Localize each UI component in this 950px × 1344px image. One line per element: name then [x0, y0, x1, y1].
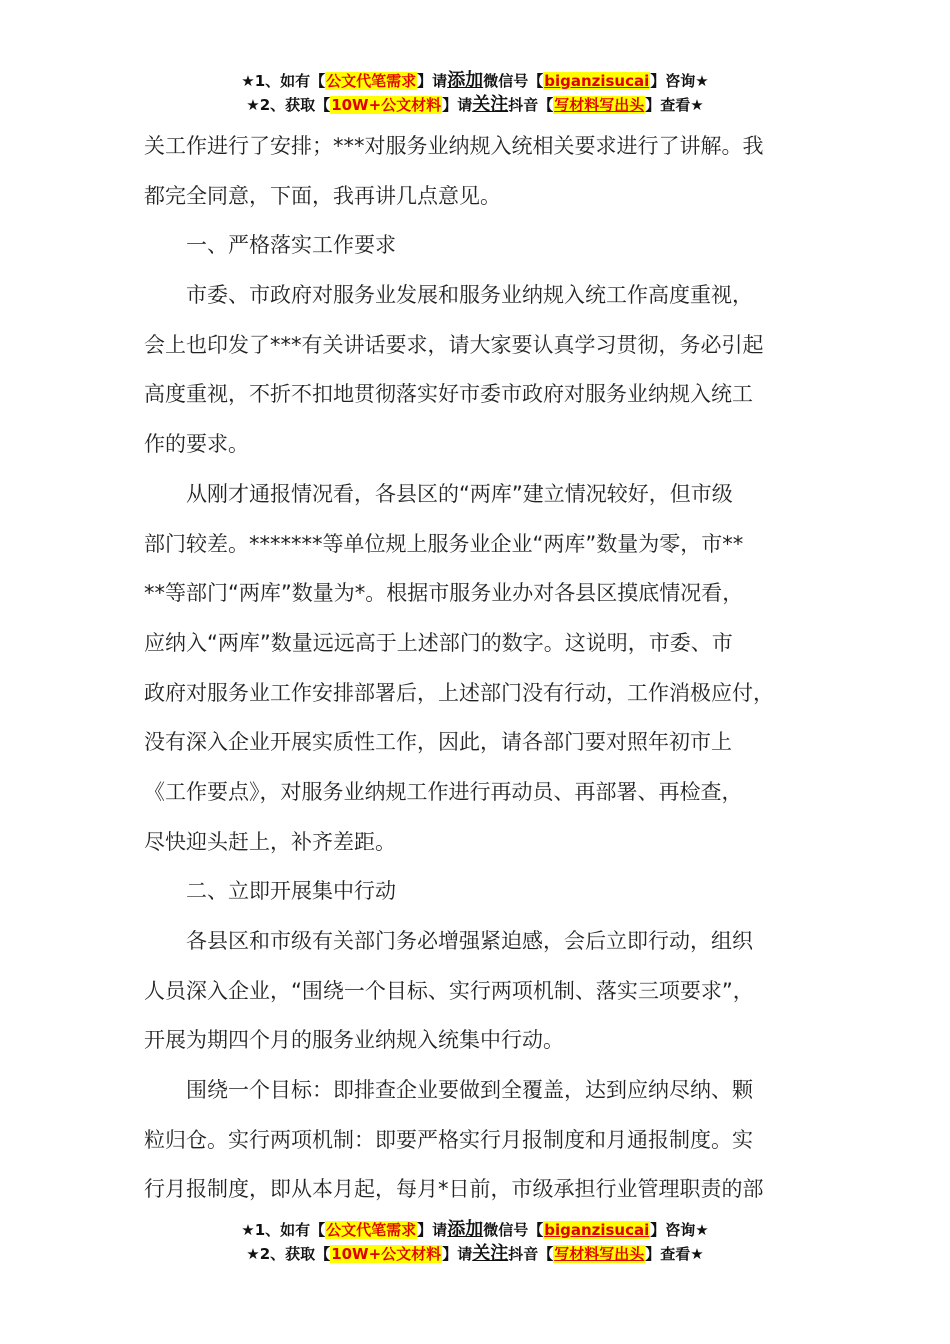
text-line: 高度重视，不折不扣地贯彻落实好市委市政府对服务业纳规入统工 [144, 382, 753, 407]
text-line: 政府对服务业工作安排部署后，上述部门没有行动，工作消极应付， [144, 680, 774, 705]
text-line: **等部门“两库”数量为*。根据市服务业办对各县区摸底情况看， [144, 581, 744, 606]
banner-line-2: ★2、获取【10W+公文材料】请关注抖音【写材料写出头】查看★ [246, 94, 704, 115]
promo-banner-top [0, 69, 950, 117]
text-line: 从刚才通报情况看，各县区的“两库”建立情况较好，但市级 [144, 481, 733, 506]
text-line: 应纳入“两库”数量远远高于上述部门的数字。这说明，市委、市 [144, 630, 733, 655]
text-line: 作的要求。 [144, 432, 249, 457]
text-line: 行月报制度，即从本月起，每月*日前，市级承担行业管理职责的部 [144, 1177, 764, 1202]
text-line: 围绕一个目标：即排查企业要做到全覆盖，达到应纳尽纳、颗 [144, 1078, 753, 1103]
text-line: 关工作进行了安排；***对服务业纳规入统相关要求进行了讲解。我 [144, 134, 764, 158]
text-line: 部门较差。*******等单位规上服务业企业“两库”数量为零，市** [144, 531, 744, 556]
text-line: 开展为期四个月的服务业纳规入统集中行动。 [144, 1028, 564, 1053]
text-line: 一、严格落实工作要求 [144, 233, 396, 258]
text-line: 都完全同意，下面，我再讲几点意见。 [144, 183, 501, 208]
text-line: 各县区和市级有关部门务必增强紧迫感，会后立即行动，组织 [144, 929, 753, 953]
banner-line-1: ★1、如有【公文代笔需求】请添加微信号【biganzisucai】咨询★ [241, 1219, 709, 1240]
text-line: 《工作要点》，对服务业纳规工作进行再动员、再部署、再检查， [144, 779, 743, 804]
document-body [144, 124, 824, 1217]
banner-line-2: ★2、获取【10W+公文材料】请关注抖音【写材料写出头】查看★ [246, 1243, 704, 1264]
text-line: 尽快迎头赶上，补齐差距。 [144, 829, 396, 854]
text-line: 粒归仓。实行两项机制：即要严格实行月报制度和月通报制度。实 [144, 1127, 753, 1152]
text-line: 人员深入企业，“围绕一个目标、实行两项机制、落实三项要求”， [144, 978, 754, 1003]
promo-banner-bottom [0, 1218, 950, 1266]
text-line: 没有深入企业开展实质性工作，因此，请各部门要对照年初市上 [144, 730, 732, 755]
text-line: 会上也印发了***有关讲话要求，请大家要认真学习贯彻，务必引起 [144, 332, 764, 357]
banner-line-1: ★1、如有【公文代笔需求】请添加微信号【biganzisucai】咨询★ [241, 70, 709, 91]
text-line: 二、立即开展集中行动 [144, 879, 396, 904]
text-line: 市委、市政府对服务业发展和服务业纳规入统工作高度重视， [144, 283, 753, 308]
